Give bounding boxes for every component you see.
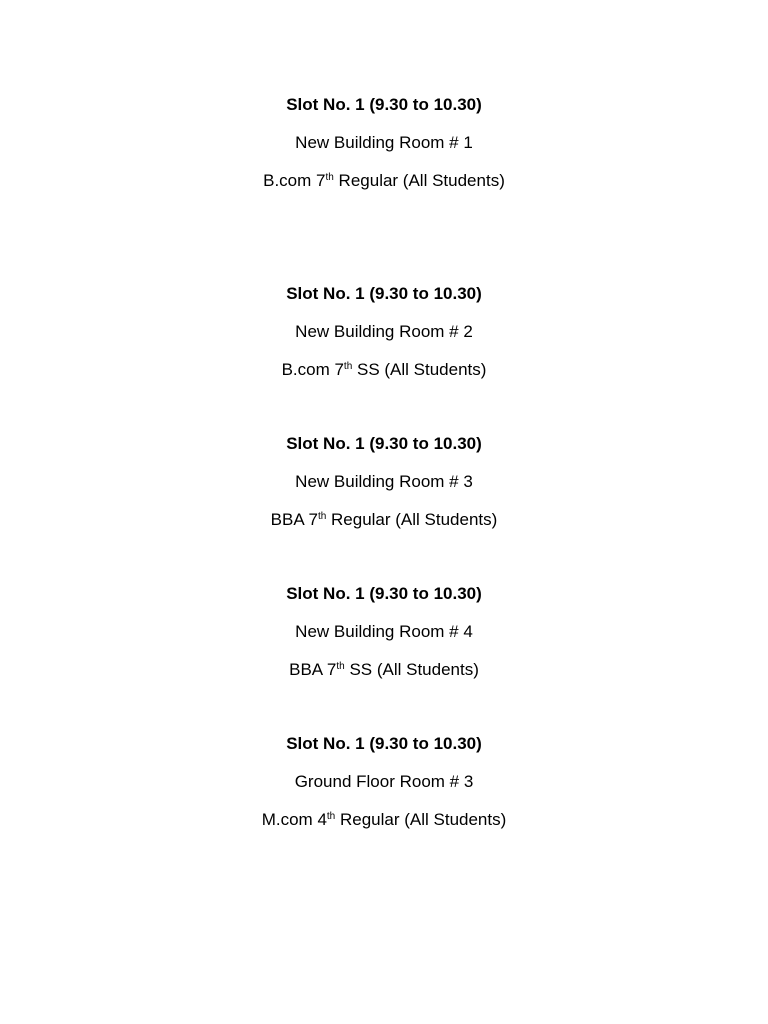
class-label: B.com 7th Regular (All Students) [263, 171, 505, 190]
room-label: New Building Room # 3 [295, 472, 473, 491]
room-label: Ground Floor Room # 3 [294, 772, 474, 791]
slot-block-1 [0, 95, 768, 191]
room-label: New Building Room # 2 [295, 322, 473, 341]
room-label: New Building Room # 4 [295, 622, 473, 641]
ordinal-suffix: th [317, 511, 327, 522]
slot-block-5 [0, 734, 768, 830]
class-label: M.com 4th Regular (All Students) [261, 810, 507, 829]
slot-block-2 [0, 284, 768, 380]
ordinal-suffix: th [336, 661, 345, 672]
slot-heading: Slot No. 1 (9.30 to 10.30) [286, 95, 482, 114]
ordinal-suffix: th [343, 361, 353, 372]
slot-heading: Slot No. 1 (9.30 to 10.30) [286, 734, 482, 753]
ordinal-suffix: th [325, 172, 334, 183]
slot-block-4 [0, 584, 768, 680]
slot-heading: Slot No. 1 (9.30 to 10.30) [286, 584, 482, 603]
class-label: B.com 7th SS (All Students) [281, 360, 487, 379]
slot-heading: Slot No. 1 (9.30 to 10.30) [286, 434, 482, 453]
ordinal-suffix: th [326, 811, 336, 822]
slot-heading: Slot No. 1 (9.30 to 10.30) [286, 284, 482, 303]
room-label: New Building Room # 1 [295, 133, 473, 152]
class-label: BBA 7th Regular (All Students) [270, 510, 498, 529]
slot-block-3 [0, 434, 768, 530]
class-label: BBA 7th SS (All Students) [289, 660, 479, 679]
